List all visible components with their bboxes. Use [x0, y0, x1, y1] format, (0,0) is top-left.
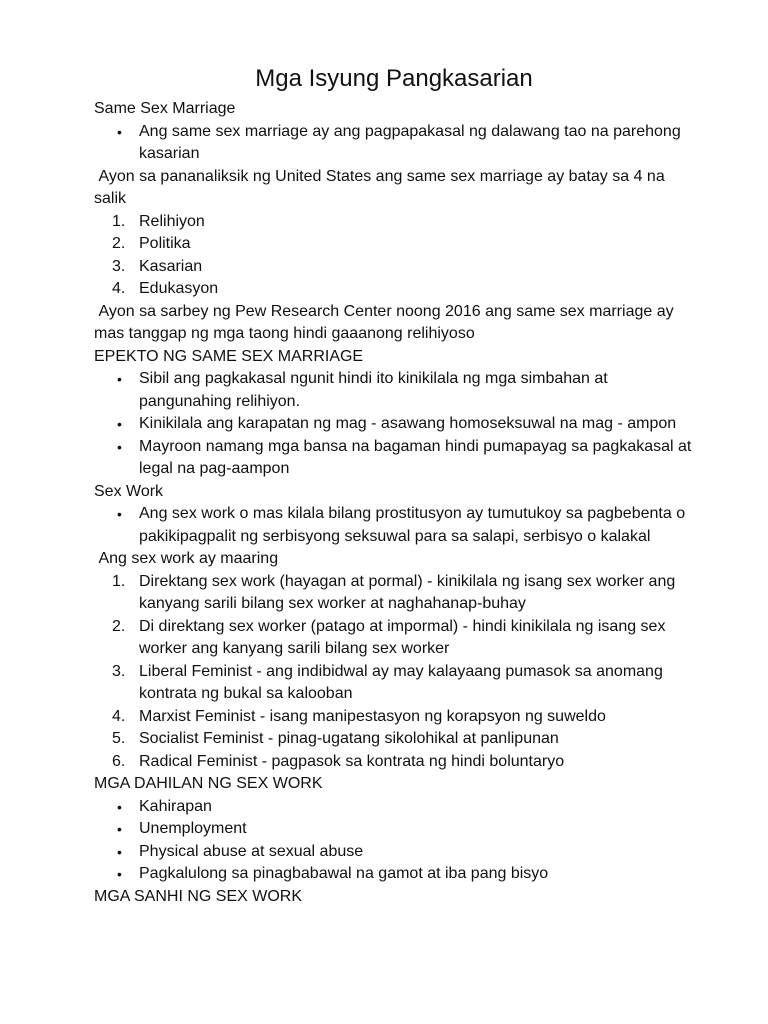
- item-text: Relihiyon: [139, 212, 205, 230]
- bullet-item: • Ang sex work o mas kilala bilang prostitusyon ay tumutukoy sa pagbebenta o pakikipagpalit ng serbisyong seksuwal para sa salapi, serbisyo o kalakal: [94, 503, 694, 548]
- numbered-item: [94, 728, 694, 751]
- item-text: Socialist Feminist - pinag-ugatang sikolohikal at panlipunan: [139, 730, 559, 747]
- item-text: Di direktang sex worker (patago at impormal) - hindi kinikilala ng isang sex worker ang kanyang sarili bilang sex worker: [139, 617, 666, 657]
- document-title: Mga Isyung Pangkasarian: [255, 65, 533, 92]
- item-number: 6.: [112, 752, 126, 770]
- numbered-item: [94, 661, 694, 706]
- item-number: 2.: [112, 235, 126, 252]
- bullet-item: • Pagkalulong sa pinagbabawal na gamot at iba pang bisyo: [94, 863, 694, 886]
- item-text: Edukasyon: [139, 280, 219, 297]
- bullet-list-definition: [94, 121, 694, 166]
- bullet-item: • Kahirapan: [94, 796, 694, 819]
- item-text: Marxist Feminist - isang manipestasyon ng korapsyon ng suweldo: [139, 707, 606, 725]
- paragraph-maaring: Ang sex work ay maaring: [94, 550, 279, 567]
- bullet-item: • Unemployment: [94, 818, 694, 841]
- bullet-list-sex-work: [94, 503, 694, 548]
- numbered-list-salik: [94, 211, 694, 301]
- bullet-item: • Physical abuse at sexual abuse: [94, 841, 694, 864]
- numbered-item: [94, 706, 694, 729]
- document-page: [94, 64, 694, 908]
- bullet-item: • Sibil ang pagkakasal ngunit hindi ito kinikilala ng mga simbahan at pangunahing relihiyon.: [94, 368, 694, 413]
- section-heading-sex-work: Sex Work: [94, 482, 164, 500]
- item-number: 3.: [112, 662, 126, 680]
- numbered-item: [94, 233, 694, 256]
- item-number: 3.: [112, 257, 126, 275]
- numbered-item: [94, 751, 694, 774]
- section-heading-epekto: EPEKTO NG SAME SEX MARRIAGE: [94, 347, 364, 365]
- paragraph-pananaliksik: Ayon sa pananaliksik ng United States ang same sex marriage ay batay sa 4 na salik: [94, 167, 670, 207]
- bullet-list-epekto: [94, 368, 694, 481]
- bullet-item: • Kinikilala ang karapatan ng mag - asawang homoseksuwal na mag - ampon: [94, 413, 694, 436]
- numbered-item: [94, 211, 694, 234]
- item-text: Liberal Feminist - ang indibidwal ay may kalayaang pumasok sa anomang kontrata ng bukal sa kalooban: [139, 662, 663, 702]
- item-number: 4.: [112, 280, 126, 297]
- section-heading-dahilan: MGA DAHILAN NG SEX WORK: [94, 775, 323, 792]
- item-number: 5.: [112, 730, 126, 747]
- bullet-item: • Mayroon namang mga bansa na bagaman hindi pumapayag sa pagkakasal at legal na pag-aampon: [94, 436, 694, 481]
- section-heading-same-sex-marriage: Same Sex Marriage: [94, 100, 236, 117]
- item-text: Politika: [139, 235, 191, 252]
- numbered-item: [94, 616, 694, 661]
- item-number: 2.: [112, 617, 126, 635]
- numbered-item: [94, 256, 694, 279]
- numbered-item: [94, 571, 694, 616]
- item-text: Kasarian: [139, 257, 203, 275]
- item-number: 4.: [112, 707, 126, 725]
- section-heading-sanhi: MGA SANHI NG SEX WORK: [94, 887, 303, 905]
- bullet-item: • Ang same sex marriage ay ang pagpapakasal ng dalawang tao na parehong kasarian: [94, 121, 694, 166]
- bullet-list-dahilan: [94, 796, 694, 886]
- paragraph-sarbey: Ayon sa sarbey ng Pew Research Center noong 2016 ang same sex marriage ay mas tanggap ng mga taong hindi gaaanong relihiyoso: [94, 302, 679, 342]
- numbered-list-sex-work-types: [94, 571, 694, 774]
- item-number: 1.: [112, 212, 126, 230]
- item-text: Radical Feminist - pagpasok sa kontrata ng hindi boluntaryo: [139, 752, 565, 770]
- item-number: 1.: [112, 572, 126, 590]
- item-text: Direktang sex work (hayagan at pormal) - kinikilala ng isang sex worker ang kanyang sarili bilang sex worker at naghahanap-buhay: [139, 572, 676, 612]
- numbered-item: [94, 278, 694, 301]
